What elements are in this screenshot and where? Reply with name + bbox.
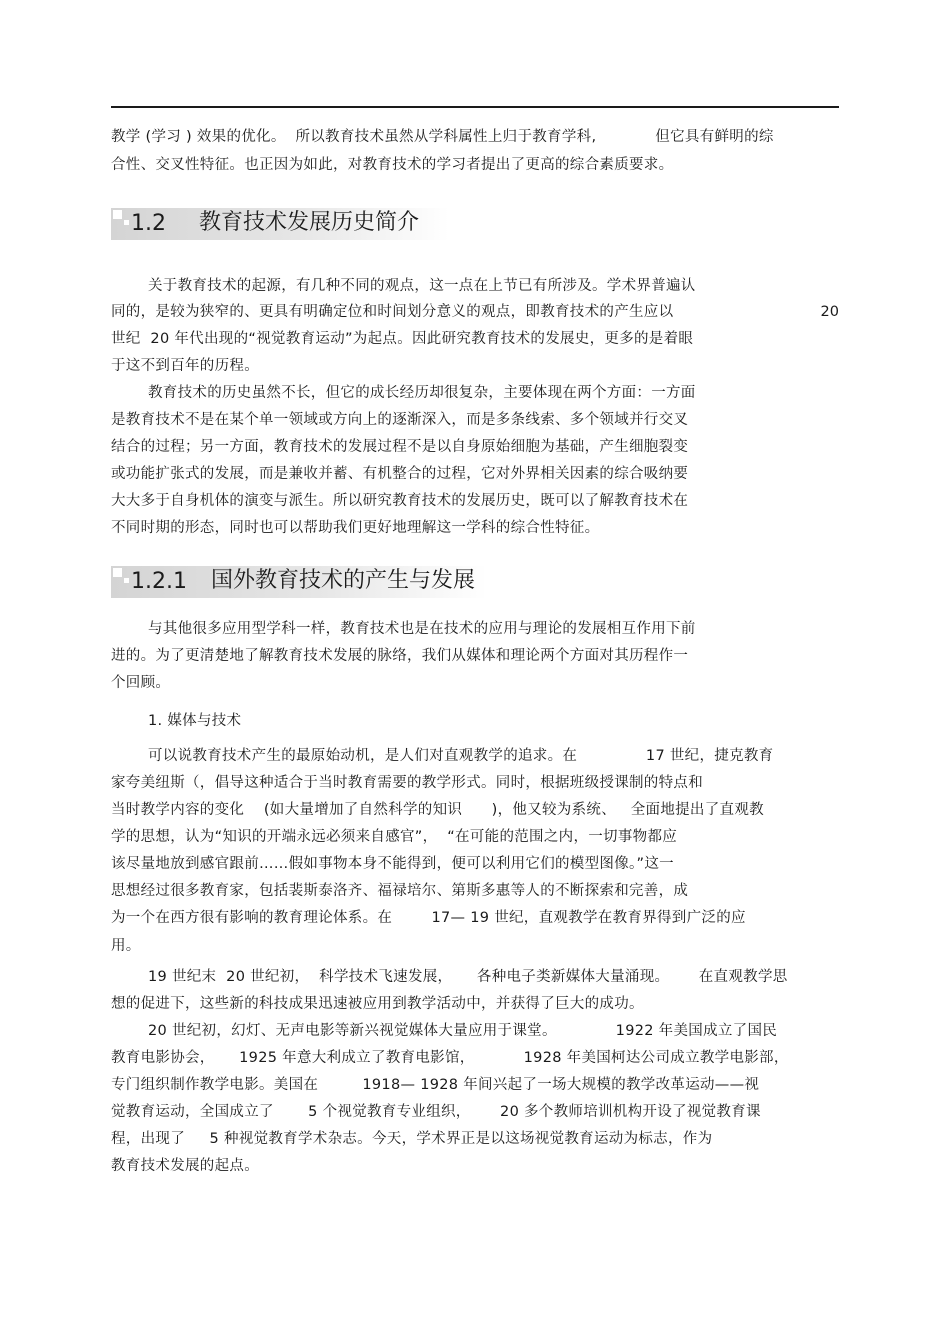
text-line: 可以说教育技术产生的最原始动机，是人们对直观教学的追求。在 17 世纪，捷克教育 <box>148 748 774 764</box>
text-line: 20 世纪初，幻灯、无声电影等新兴视觉媒体大量应用于课堂。 1922 年美国成立了国民 <box>148 1023 778 1039</box>
heading-marker-icon <box>113 568 122 577</box>
heading-marker-icon <box>124 578 129 583</box>
section-number: 1.2.1 <box>131 569 187 594</box>
section-number: 1.2 <box>131 211 166 236</box>
text-line: 19 世纪末 20 世纪初， 科学技术飞速发展， 各种电子类新媒体大量涌现。 在直观教学思 <box>148 969 788 985</box>
text-line: 关于教育技术的起源，有几种不同的观点，这一点在上节已有所涉及。学术界普遍认 <box>148 278 696 294</box>
text-line: 家夸美纽斯（，倡导这种适合于当时教育需要的教学形式。同时，根据班级授课制的特点和 <box>111 775 703 791</box>
text-line: 不同时期的形态，同时也可以帮助我们更好地理解这一学科的综合性特征。 <box>111 520 600 536</box>
text-line: 同的，是较为狭窄的、更具有明确定位和时间划分意义的观点，即教育技术的产生应以 <box>111 304 674 320</box>
text-line: 觉教育运动，全国成立了 5 个视觉教育专业组织， 20 多个教师培训机构开设了视觉教育课 <box>111 1104 761 1120</box>
header-rule <box>111 106 839 108</box>
text-line: 世纪 20 年代出现的“视觉教育运动”为起点。因此研究教育技术的发展史，更多的是着眼 <box>111 331 694 347</box>
text-line: 教育技术的历史虽然不长，但它的成长经历却很复杂，主要体现在两个方面：一方面 <box>148 385 696 401</box>
text-line: 是教育技术不是在某个单一领域或方向上的逐渐深入，而是多条线索、多个领域并行交叉 <box>111 412 689 428</box>
text-line: 教育电影协会， 1925 年意大利成立了教育电影馆， 1928 年美国柯达公司成立教学电影部， <box>111 1050 789 1066</box>
section-heading-1-2 <box>111 208 449 240</box>
text-line: 该尽量地放到感官跟前……假如事物本身不能得到，便可以利用它们的模型图像。”这一 <box>111 856 674 872</box>
text-line: 个回顾。 <box>111 675 171 691</box>
text-line: 当时教学内容的变化 (如大量增加了自然科学的知识 )，他又较为系统、 全面地提出了直观教 <box>111 802 764 818</box>
section-heading-1-2-1 <box>111 566 487 598</box>
text-line: 程，出现了 5 种视觉教育学术杂志。今天，学术界正是以这场视觉教育运动为标志，作为 <box>111 1131 713 1147</box>
text-line: 用。 <box>111 938 141 954</box>
text-line: 专门组织制作教学电影。美国在 1918— 1928 年间兴起了一场大规模的教学改革运动——视 <box>111 1077 760 1093</box>
text-line: 与其他很多应用型学科一样，教育技术也是在技术的应用与理论的发展相互作用下前 <box>148 621 696 637</box>
text-line: 合性、交叉性特征。也正因为如此，对教育技术的学习者提出了更高的综合素质要求。 <box>111 157 674 173</box>
text-line: 或功能扩张式的发展，而是兼收并蓄、有机整合的过程，它对外界相关因素的综合吸纳要 <box>111 466 689 482</box>
section-title: 国外教育技术的产生与发展 <box>211 568 476 593</box>
text-line: 思想经过很多教育家，包括裴斯泰洛齐、福禄培尔、第斯多惠等人的不断探索和完善，成 <box>111 883 689 899</box>
heading-marker-icon <box>124 220 129 225</box>
text-fragment: 20 <box>820 304 839 320</box>
text-line: 进的。为了更清楚地了解教育技术发展的脉络，我们从媒体和理论两个方面对其历程作一 <box>111 648 689 664</box>
list-item-heading: 1. 媒体与技术 <box>148 713 242 729</box>
text-line: 教学 (学习 ) 效果的优化。 所以教育技术虽然从学科属性上归于教育学科, 但它具有鲜明的综 <box>111 129 774 145</box>
text-line: 于这不到百年的历程。 <box>111 358 259 374</box>
section-title: 教育技术发展历史简介 <box>199 210 420 235</box>
text-line: 想的促进下，这些新的科技成果迅速被应用到教学活动中，并获得了巨大的成功。 <box>111 996 644 1012</box>
text-line: 大大多于自身机体的演变与派生。所以研究教育技术的发展历史，既可以了解教育技术在 <box>111 493 689 509</box>
text-line: 结合的过程；另一方面，教育技术的发展过程不是以自身原始细胞为基础，产生细胞裂变 <box>111 439 689 455</box>
heading-marker-icon <box>113 210 122 219</box>
text-line: 教育技术发展的起点。 <box>111 1158 259 1174</box>
text-line: 为一个在西方很有影响的教育理论体系。在 17— 19 世纪，直观教学在教育界得到广泛的应 <box>111 910 746 926</box>
text-line: 学的思想，认为“知识的开端永远必须来自感官”， “在可能的范围之内，一切事物都应 <box>111 829 678 845</box>
